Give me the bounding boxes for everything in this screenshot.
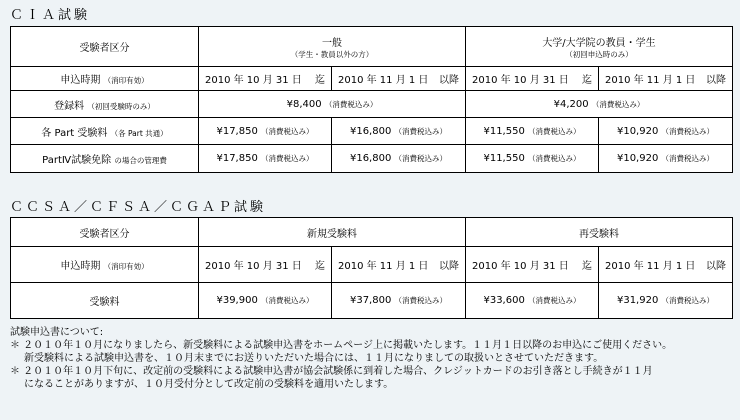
academic-header (466, 27, 733, 67)
date-suffix: 迄 (582, 75, 592, 86)
period-label: 申込時期 (60, 75, 101, 86)
price: ¥10,920 (616, 125, 659, 137)
academic-label: 大学/大学院の教員・学生 (542, 37, 656, 49)
part-fee-label-cell (11, 118, 199, 145)
date-cell (466, 67, 599, 91)
tax-note: （消費税込み） (394, 296, 448, 305)
exempt-label: PartⅣ試験免除 (42, 155, 112, 166)
price-cell (599, 118, 733, 145)
price: ¥37,800 (349, 295, 392, 306)
note-line: ＊ ２０１０年１０月下旬に、改定前の受験料による試験申込書が協会試験係に到着した場合、クレジットカードのお引き落とし手続きが１１月 (10, 366, 653, 377)
date-text: 2010 年 10 月 31 日 (472, 75, 569, 86)
date-cell (599, 67, 733, 91)
cia-section-title: ＣＩＡ試験 (10, 8, 91, 23)
period-label-cell (11, 67, 199, 91)
date-cell (332, 67, 466, 91)
price-cell (466, 91, 733, 118)
tax-note: （消費税込み） (394, 126, 448, 136)
general-header (199, 27, 466, 67)
period-note: （消印有効） (103, 76, 149, 85)
ccsa-section-title: ＣＣＳＡ／ＣＦＳＡ／ＣＧＡＰ試験 (10, 200, 267, 215)
price: ¥17,850 (216, 125, 258, 137)
table-row (11, 283, 733, 319)
price-cell (199, 118, 332, 145)
re-fee-header: 再受験料 (466, 218, 733, 247)
exempt-note: の場合の管理費 (114, 156, 167, 165)
price: ¥8,400 (286, 98, 322, 110)
tax-note: （消費税込み） (261, 154, 314, 163)
price: ¥39,900 (216, 295, 258, 306)
part-fee-note: （各 Part 共通） (110, 128, 168, 138)
price-cell (599, 283, 733, 319)
date-suffix: 迄 (315, 75, 325, 86)
price: ¥31,920 (616, 295, 659, 306)
date-suffix: 迄 (582, 261, 592, 272)
price: ¥11,550 (483, 125, 525, 137)
date-text: 2010 年 10 月 31 日 (472, 261, 569, 272)
general-label: 一般 (322, 37, 342, 49)
date-text: 2010 年 10 月 31 日 (205, 75, 302, 86)
date-cell (199, 247, 332, 283)
price: ¥10,920 (616, 153, 659, 164)
tax-note: （消費税込み） (261, 296, 314, 305)
table-row (11, 91, 733, 118)
date-text: 2010 年 11 月 1 日 (605, 261, 696, 272)
exempt-label-cell (11, 145, 199, 173)
price-cell (199, 283, 332, 319)
registration-note: （初回受験時のみ） (87, 101, 155, 111)
date-cell (199, 67, 332, 91)
date-suffix: 以降 (706, 261, 726, 272)
tax-note: （消費税込み） (394, 154, 448, 163)
registration-label: 登録料 (54, 100, 85, 112)
price: ¥33,600 (483, 295, 525, 306)
price-cell (332, 145, 466, 173)
table-row (11, 218, 733, 247)
tax-note: （消費税込み） (528, 296, 581, 305)
note-line: 新受験料による試験申込書を、１０月末までにお送りいただいた場合には、１１月になりましての取扱いとさせていただきます。 (24, 353, 604, 364)
table-row (11, 247, 733, 283)
tax-note: （消費税込み） (661, 296, 715, 305)
tax-note: （消費税込み） (591, 99, 645, 109)
note-line: ＊ ２０１０年１０月になりましたら、新受験料による試験申込書をホームページ上に掲載いたします。１１月１日以降のお申込にご使用ください。 (10, 340, 673, 351)
category-header: 受験者区分 (11, 27, 199, 67)
price-cell (466, 283, 599, 319)
date-cell (599, 247, 733, 283)
period-note: （消印有効） (103, 262, 149, 271)
ccsa-fee-table (10, 217, 733, 319)
price-cell (199, 145, 332, 173)
academic-sub: （初回申込時のみ） (565, 49, 633, 59)
price: ¥17,850 (216, 153, 258, 164)
date-suffix: 以降 (439, 261, 459, 272)
registration-label-cell (11, 91, 199, 118)
date-suffix: 以降 (439, 75, 459, 86)
tax-note: （消費税込み） (324, 99, 378, 109)
table-row (11, 67, 733, 91)
tax-note: （消費税込み） (661, 126, 715, 136)
price-cell (332, 118, 466, 145)
date-text: 2010 年 10 月 31 日 (205, 261, 302, 272)
price-cell (466, 118, 599, 145)
price-cell (466, 145, 599, 173)
cia-fee-table (10, 26, 733, 173)
date-suffix: 迄 (315, 261, 325, 272)
note-line: になることがありますが、１０月受付分として改定前の受験料を適用いたします。 (24, 379, 394, 390)
date-suffix: 以降 (706, 75, 726, 86)
tax-note: （消費税込み） (528, 154, 581, 163)
price-cell (332, 283, 466, 319)
date-text: 2010 年 11 月 1 日 (605, 75, 696, 86)
general-sub: （学生・教員以外の方） (290, 49, 374, 59)
table-row (11, 145, 733, 173)
table-row (11, 118, 733, 145)
period-label-cell (11, 247, 199, 283)
period-label: 申込時期 (60, 261, 101, 272)
date-cell (466, 247, 599, 283)
notes-heading: 試験申込書について: (10, 327, 104, 338)
price: ¥11,550 (483, 153, 525, 164)
table-row (11, 27, 733, 67)
date-cell (332, 247, 466, 283)
category-header: 受験者区分 (11, 218, 199, 247)
fee-label: 受験料 (11, 283, 199, 319)
tax-note: （消費税込み） (261, 126, 314, 136)
application-notes (10, 326, 736, 391)
part-fee-label: 各 Part 受験料 (41, 127, 108, 139)
tax-note: （消費税込み） (661, 154, 715, 163)
new-fee-header: 新規受験料 (199, 218, 466, 247)
price-cell (199, 91, 466, 118)
tax-note: （消費税込み） (528, 126, 581, 136)
price: ¥16,800 (349, 125, 392, 137)
date-text: 2010 年 11 月 1 日 (338, 261, 429, 272)
price: ¥4,200 (553, 98, 589, 110)
date-text: 2010 年 11 月 1 日 (338, 75, 429, 86)
price-cell (599, 145, 733, 173)
price: ¥16,800 (349, 153, 392, 164)
